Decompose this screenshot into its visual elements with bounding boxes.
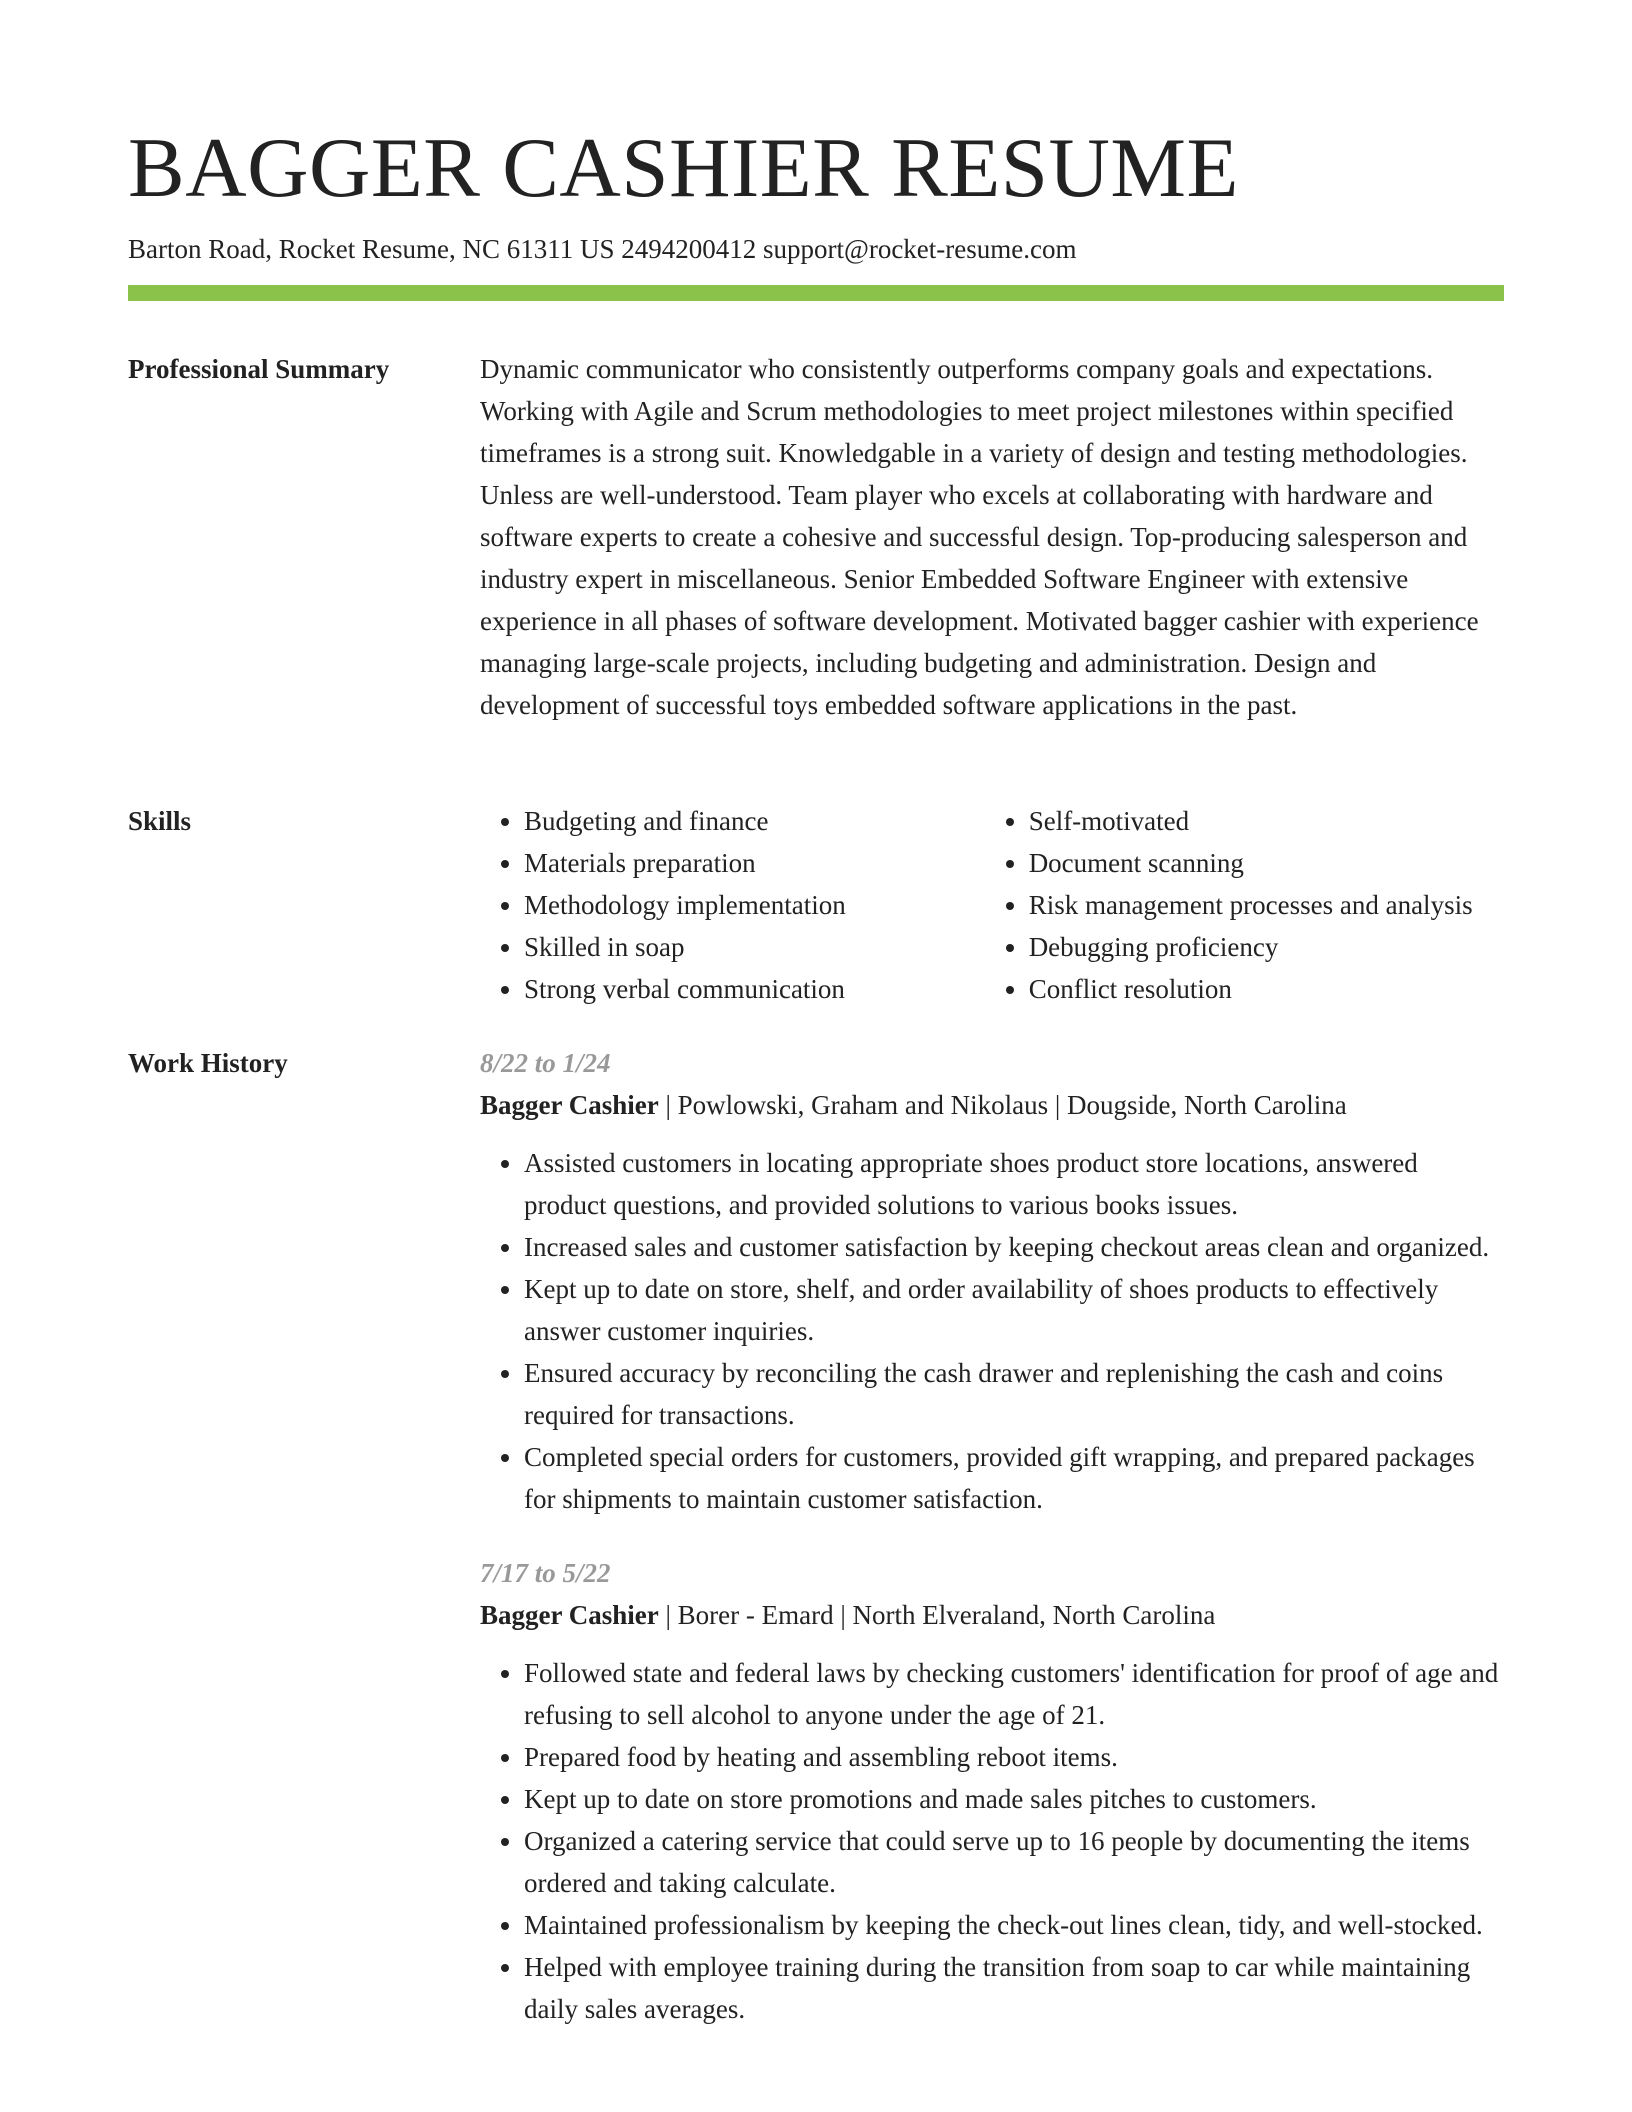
job-title-line [480,1594,1504,1636]
skill-item: • Strong verbal communication [524,968,985,1010]
job-title-line [480,1084,1504,1126]
skill-item: • Skilled in soap [524,926,985,968]
job-employer-location: | Borer - Emard | North Elveraland, North Carolina [658,1600,1216,1630]
work-history-body [480,1042,1504,2030]
contact-line: Barton Road, Rocket Resume, NC 61311 US 2494200412 support@rocket-resume.com [128,234,1077,264]
job-bullet: • Prepared food by heating and assembling reboot items. [524,1736,1504,1778]
skill-item: • Self-motivated [1029,800,1504,842]
job-entry [480,1552,1504,2030]
job-bullet: • Ensured accuracy by reconciling the cash drawer and replenishing the cash and coins required for transactions. [524,1352,1504,1436]
summary-text: Dynamic communicator who consistently outperforms company goals and expectations. Working with Agile and Scrum methodologies to meet project milestones within specified timeframes is a strong suit. Knowledgable in a variety of design and testing methodologies. Unless are well-understood. Team player who excels at collaborating with hardware and software experts to create a cohesive and successful design. Top-producing salesperson and industry expert in miscellaneous. Senior Embedded Software Engineer with extensive experience in all phases of software development. Motivated bagger cashier with experience managing large-scale projects, including budgeting and administration. Design and development of successful toys embedded software applications in the past. [480,354,1479,720]
skill-item: • Risk management processes and analysis [1029,884,1504,926]
skill-item: • Conflict resolution [1029,968,1504,1010]
summary-heading: Professional Summary [128,354,390,384]
job-bullet: • Kept up to date on store, shelf, and order availability of shoes products to effectively answer customer inquiries. [524,1268,1504,1352]
skills-body [480,800,1504,1010]
job-role: Bagger Cashier [480,1090,659,1120]
job-bullets [480,1142,1504,1520]
job-bullet: • Increased sales and customer satisfaction by keeping checkout areas clean and organized. [524,1226,1504,1268]
job-bullet: • Followed state and federal laws by checking customers' identification for proof of age and refusing to sell alcohol to anyone under the age of 21. [524,1652,1504,1736]
job-bullet: • Helped with employee training during the transition from soap to car while maintaining daily sales averages. [524,1946,1504,2030]
job-entry [480,1042,1504,1520]
skill-item: • Materials preparation [524,842,985,884]
job-dates: 8/22 to 1/24 [480,1048,611,1078]
job-bullet: • Assisted customers in locating appropriate shoes product store locations, answered product questions, and provided solutions to various books issues. [524,1142,1504,1226]
job-role: Bagger Cashier [480,1600,659,1630]
skills-heading: Skills [128,806,192,836]
summary-body [480,348,1504,726]
accent-divider [128,285,1504,301]
skill-item: • Debugging proficiency [1029,926,1504,968]
skills-column-right [985,800,1504,1010]
skill-item: • Methodology implementation [524,884,985,926]
skills-column-left [480,800,985,1010]
job-dates: 7/17 to 5/22 [480,1558,611,1588]
job-bullet: • Maintained professionalism by keeping the check-out lines clean, tidy, and well-stocked. [524,1904,1504,1946]
job-bullets [480,1652,1504,2030]
job-bullet: • Completed special orders for customers, provided gift wrapping, and prepared packages for shipments to maintain customer satisfaction. [524,1436,1504,1520]
job-employer-location: | Powlowski, Graham and Nikolaus | Dougside, North Carolina [658,1090,1347,1120]
resume-title: BAGGER CASHIER RESUME [128,121,1239,215]
work-history-heading: Work History [128,1048,288,1078]
skill-item: • Budgeting and finance [524,800,985,842]
skill-item: • Document scanning [1029,842,1504,884]
job-bullet: • Organized a catering service that could serve up to 16 people by documenting the items ordered and taking calculate. [524,1820,1504,1904]
job-bullet: • Kept up to date on store promotions and made sales pitches to customers. [524,1778,1504,1820]
